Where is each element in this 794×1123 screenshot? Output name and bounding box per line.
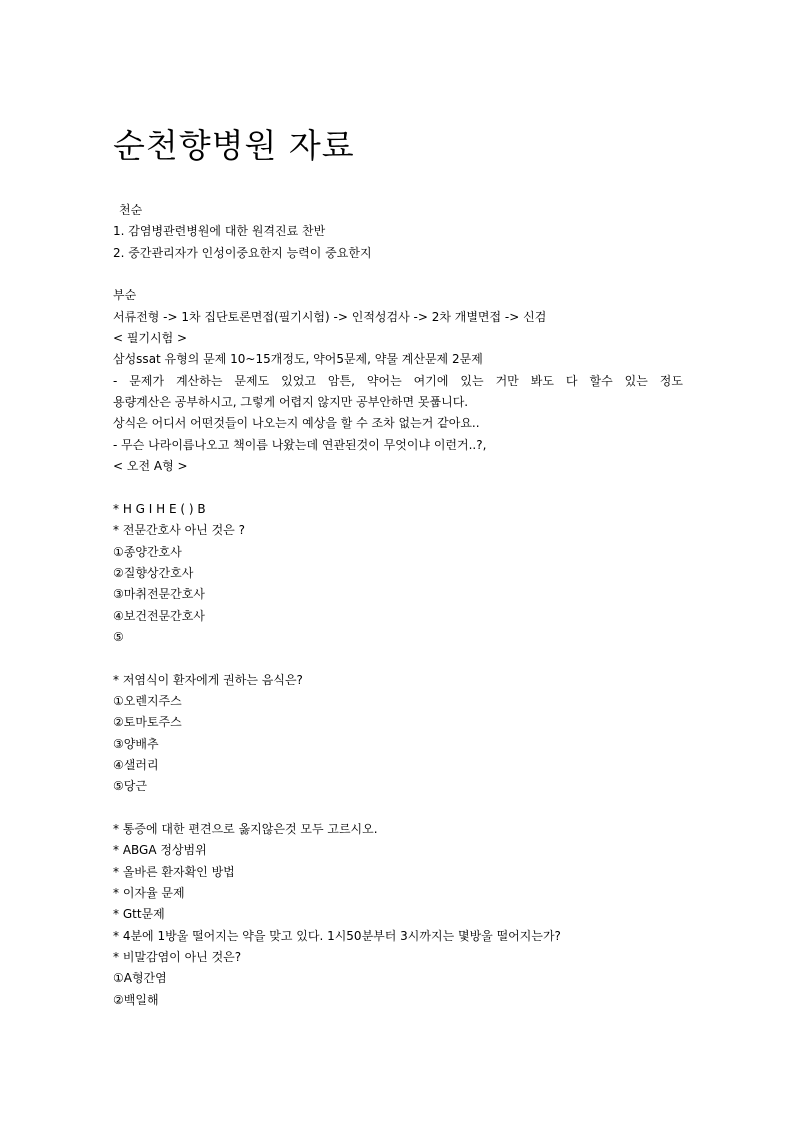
text-line: 2. 중간관리자가 인성이중요한지 능력이 중요한지 bbox=[113, 245, 372, 260]
answer-option: ①오렌지주스 bbox=[113, 693, 182, 708]
answer-option: ②토마토주스 bbox=[113, 715, 182, 730]
text-line: - 문제가 계산하는 문제도 있었고 암튼, 약어는 여기에 있는 거만 봐도 다 할수 있는 정도 bbox=[113, 373, 683, 388]
blank-line bbox=[113, 477, 683, 498]
text-line: 서류전형 -> 1차 집단토론면접(필기시험) -> 인적성검사 -> 2차 개별면접 -> 신검 bbox=[113, 309, 547, 324]
document-body bbox=[113, 200, 683, 1011]
text-line: 삼성ssat 유형의 문제 10~15개정도, 약어5문제, 약물 계산문제 2문제 bbox=[113, 352, 483, 367]
answer-option: ②질향상간호사 bbox=[113, 565, 194, 580]
text-line: < 필기시험 > bbox=[113, 331, 188, 346]
answer-option: ④보건전문간호사 bbox=[113, 608, 205, 623]
section-heading: 부순 bbox=[113, 288, 137, 303]
text-line: 1. 감염병관련병원에 대한 원격진료 찬반 bbox=[113, 224, 326, 239]
document-title: 순천향병원 자료 bbox=[113, 126, 355, 165]
answer-option: ①종양간호사 bbox=[113, 544, 182, 559]
question-line: * 비말감염이 아닌 것은? bbox=[113, 950, 242, 965]
answer-option: ⑤당근 bbox=[113, 779, 147, 794]
blank-line bbox=[113, 264, 683, 285]
question-line: * 저염식이 환자에게 권하는 음식은? bbox=[113, 672, 303, 687]
question-line: * 통증에 대한 편견으로 옳지않은것 모두 고르시오. bbox=[113, 821, 378, 836]
question-line: * 이자율 문제 bbox=[113, 886, 185, 900]
text-line: - 무슨 나라이름나오고 책이름 나왔는데 연관된것이 무엇이냐 이런거..?, bbox=[113, 437, 487, 452]
answer-option: ②백일해 bbox=[113, 992, 159, 1007]
section-heading: 천순 bbox=[119, 203, 143, 217]
answer-option: ④샐러리 bbox=[113, 757, 159, 772]
text-line: 용량계산은 공부하시고, 그렇게 어렵지 않지만 공부안하면 못풉니다. bbox=[113, 395, 469, 410]
question-line: * ABGA 정상범위 bbox=[113, 843, 207, 858]
question-line: * 올바른 환자확인 방법 bbox=[113, 864, 235, 879]
question-line: * Gtt문제 bbox=[113, 907, 165, 922]
blank-line bbox=[113, 648, 683, 669]
question-line: * 전문간호사 아닌 것은 ? bbox=[113, 523, 245, 538]
text-line: < 오전 A형 > bbox=[113, 459, 188, 474]
question-line: * 4분에 1방울 떨어지는 약을 맞고 있다. 1시50분부터 3시까지는 몇방울 떨어지는가? bbox=[113, 928, 561, 943]
answer-option: ③양배추 bbox=[113, 736, 159, 751]
question-line: * H G I H E ( ) B bbox=[113, 501, 206, 516]
answer-option: ⑤ bbox=[113, 629, 124, 644]
blank-line bbox=[113, 798, 683, 819]
text-line: 상식은 어디서 어떤것들이 나오는지 예상을 할 수 조차 없는거 같아요.. bbox=[113, 416, 480, 431]
answer-option: ①A형간염 bbox=[113, 971, 167, 986]
answer-option: ③마취전문간호사 bbox=[113, 587, 205, 602]
